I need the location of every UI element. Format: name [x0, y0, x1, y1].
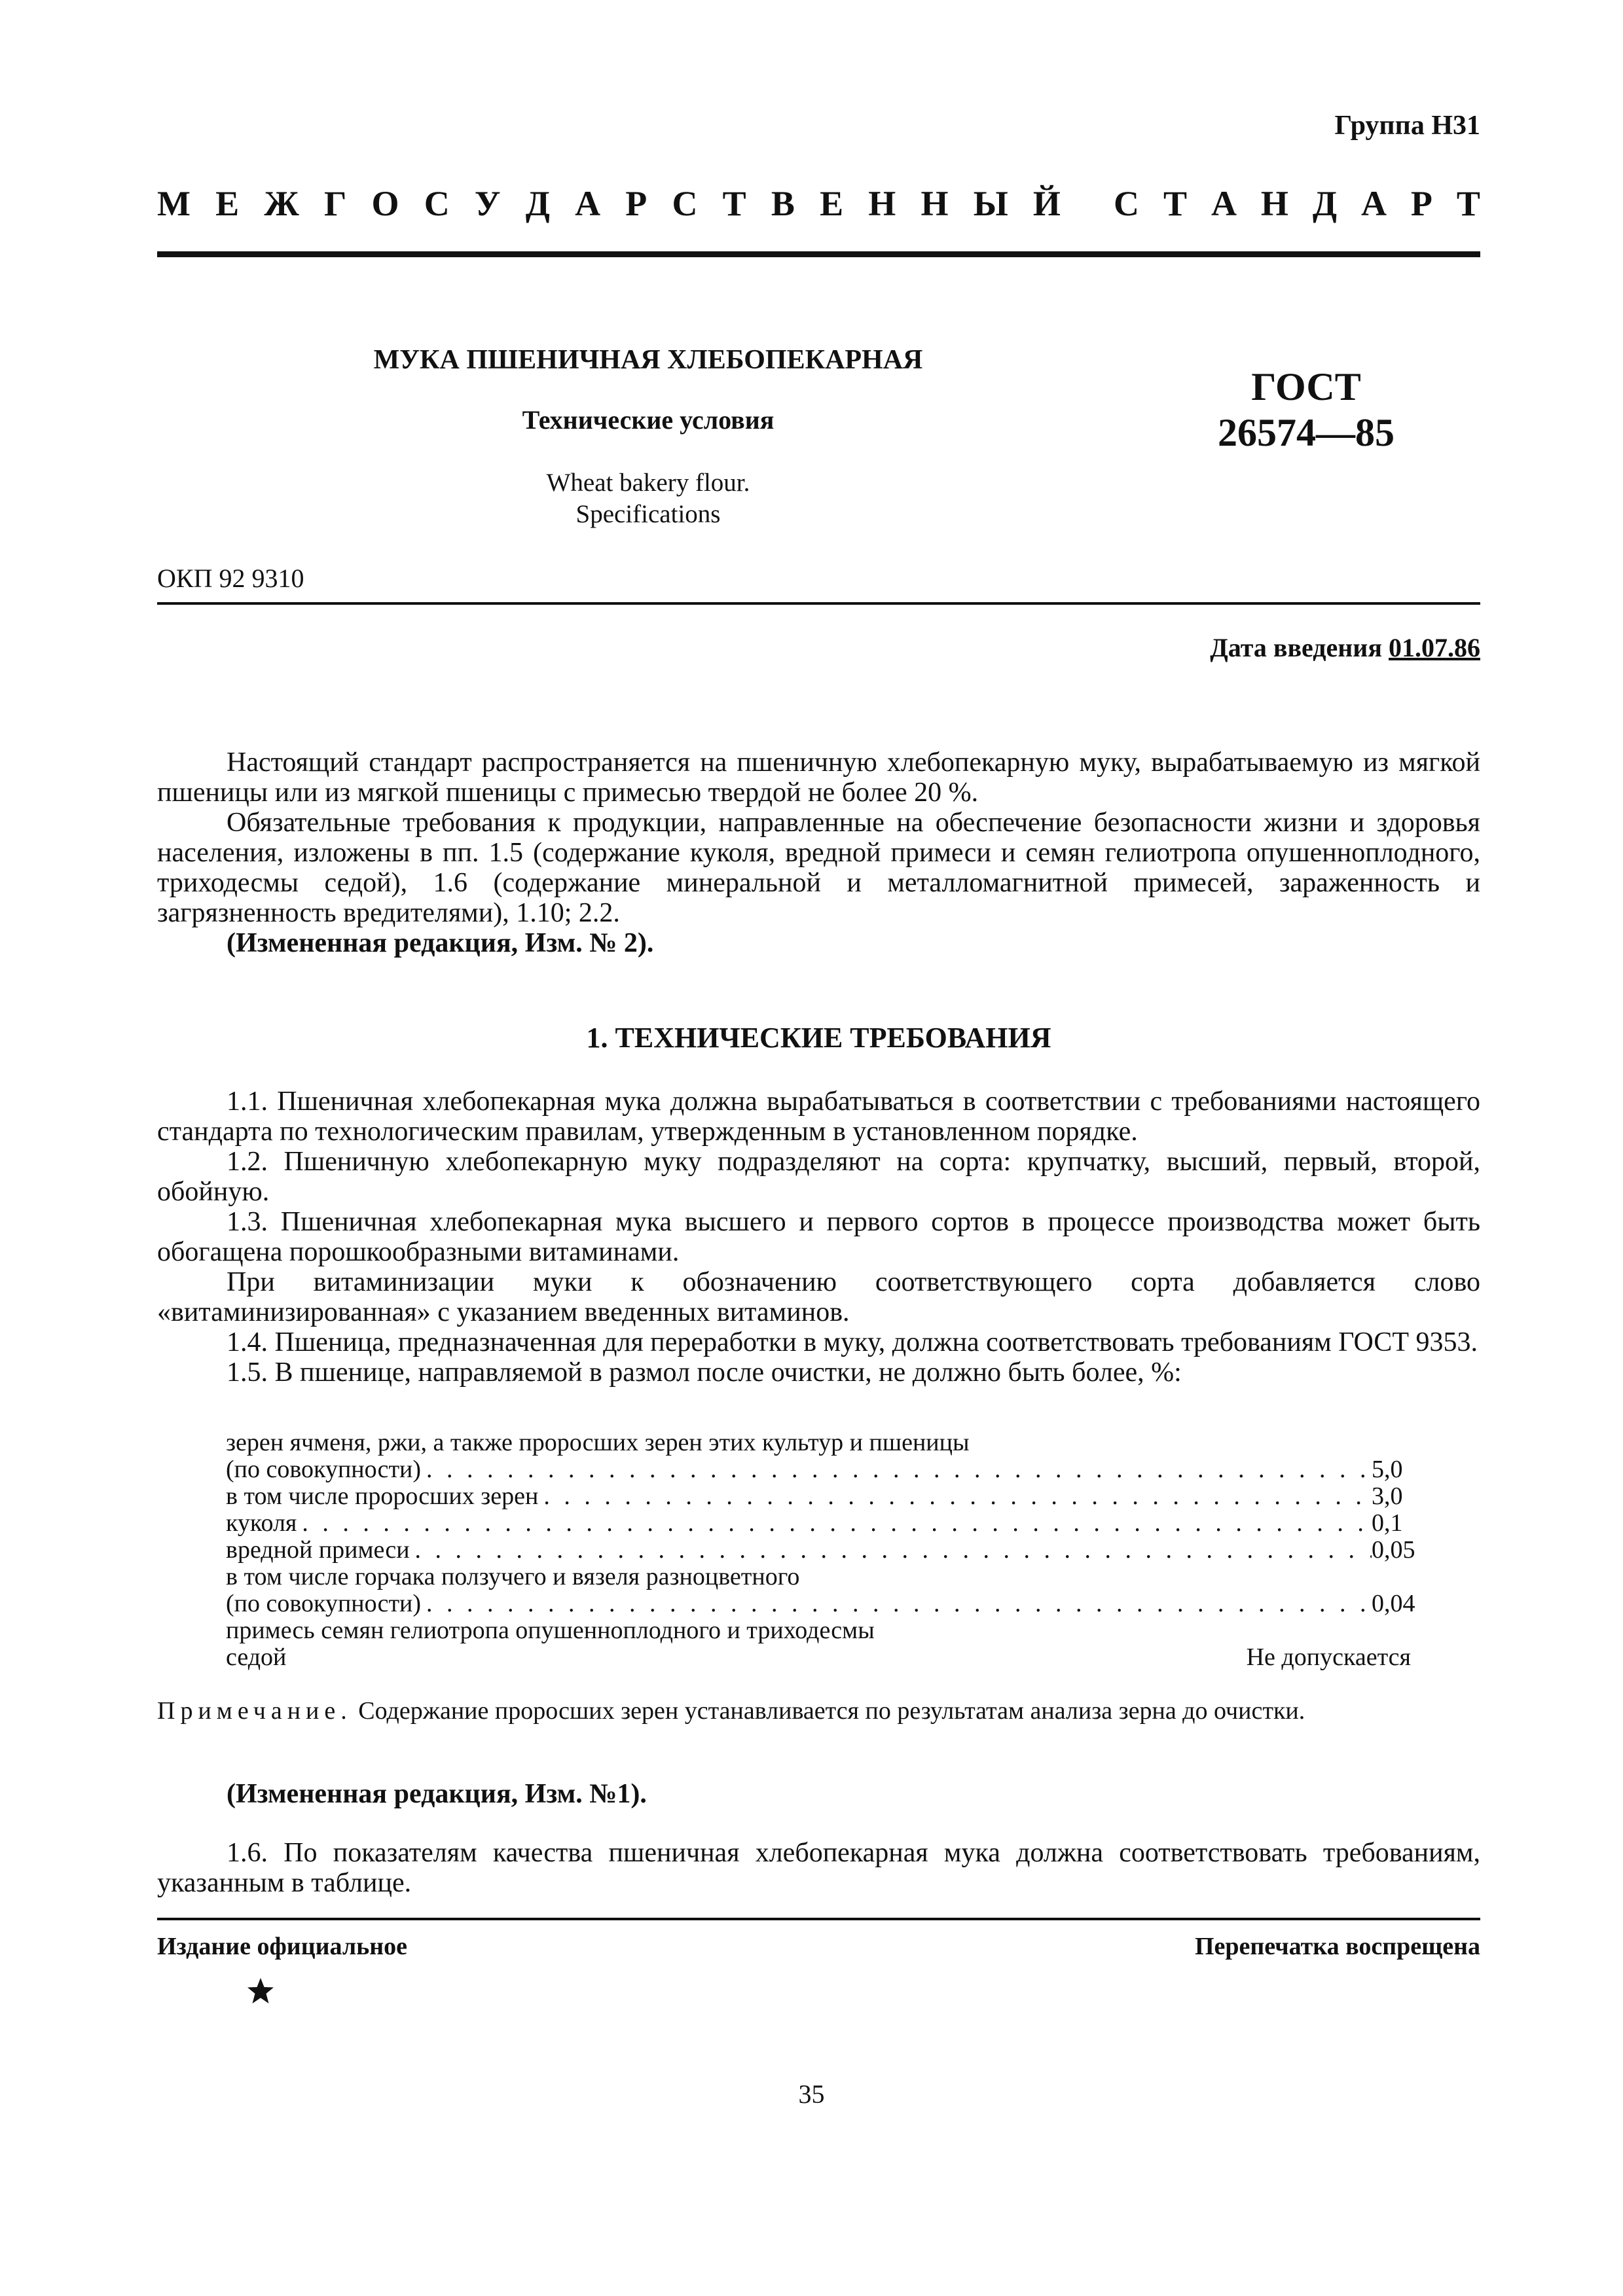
dot-leader: [421, 1456, 1372, 1483]
gost-designation: [1165, 364, 1447, 456]
amendment-note-1: (Измененная редакция, Изм. №1).: [227, 1779, 647, 1809]
list-item: куколя . . . 0,1: [226, 1510, 1444, 1537]
title-rule: [157, 602, 1480, 605]
dot-leader: [297, 1510, 1372, 1537]
heading-word-standard: С Т А Н Д А Р Т: [1114, 184, 1480, 223]
note-text: Содержание проросших зерен устанавливается по результатам анализа зерна до очистки.: [358, 1697, 1305, 1725]
document-title: МУКА ПШЕНИЧНАЯ ХЛЕБОПЕКАРНАЯ: [373, 345, 923, 375]
clause-1-4: 1.4. Пшеница, предназначенная для переработки в муку, должна соответствовать требованиям ГОСТ 9353.: [227, 1327, 1478, 1357]
section-1-body: [157, 1086, 1480, 1388]
page-number: 35: [798, 2079, 825, 2109]
clause-1-6: 1.6. По показателям качества пшеничная хлебопекарная мука должна соответствовать требованиям, указанным в таблице.: [157, 1838, 1480, 1898]
list-item: в том числе горчака ползучего и вязеля разноцветного: [226, 1563, 800, 1590]
list-item: вредной примеси . . . 0,05: [226, 1537, 1444, 1564]
clause-1-2: 1.2. Пшеничную хлебопекарную муку подразделяют на сорта: крупчатку, высший, первый, второй, обойную.: [157, 1147, 1480, 1207]
list-item: примесь семян гелиотропа опушенноплодного и триходесмы: [226, 1617, 875, 1644]
list-item: (по совокупности) . . . 0,04: [226, 1590, 1444, 1617]
official-edition-label: Издание официальное: [157, 1933, 408, 1960]
clause-1-3-vitamins: При витаминизации муки к обозначению соответствующего сорта добавляется слово «витаминизированная» с указанием введенных витаминов.: [157, 1267, 1480, 1327]
clause-1-3: 1.3. Пшеничная хлебопекарная мука высшего и первого сортов в процессе производства может быть обогащена порошкообразными витаминами.: [157, 1207, 1480, 1267]
okp-code: ОКП 92 9310: [157, 564, 304, 593]
footer-rule: [157, 1918, 1480, 1920]
dot-leader: [410, 1537, 1372, 1564]
clause-1-6-block: [157, 1838, 1480, 1898]
intro-paragraph-2: Обязательные требования к продукции, направленные на обеспечение безопасности жизни и здоровья населения, изложены в пп. 1.5 (содержание куколя, вредной примеси и семян гелиотропа опушенноплодного, триходесмы седой), 1.6 (содержание минеральной и металломагнитной примесей, зараженность и загрязненность вредителями), 1.10; 2.2.: [157, 808, 1480, 928]
intro-section: [157, 747, 1480, 958]
header-rule: [157, 251, 1480, 257]
heading-word-interstate: М Е Ж Г О С У Д А Р С Т В Е Н Н Ы Й: [157, 184, 1061, 223]
document-title-english: Wheat bakery flour. Specifications: [546, 469, 750, 528]
clause-1-1: 1.1. Пшеничная хлебопекарная мука должна вырабатываться в соответствии с требованиями настоящего стандарта по технологическим правилам, утвержденным в установленном порядке.: [157, 1086, 1480, 1147]
gost-number: 26574—85: [1218, 411, 1395, 454]
section-1-title: 1. ТЕХНИЧЕСКИЕ ТРЕБОВАНИЯ: [586, 1022, 1051, 1054]
document-subtitle: Технические условия: [522, 405, 775, 435]
dot-leader: [421, 1590, 1372, 1617]
interstate-standard-heading: [157, 183, 1480, 224]
list-item: в том числе проросших зерен . . . 3,0: [226, 1483, 1444, 1510]
list-item: (по совокупности) . . . 5,0: [226, 1456, 1444, 1483]
date-label: Дата введения: [1210, 633, 1382, 662]
list-item: седой Не допускается: [226, 1643, 1411, 1671]
amendment-note-1-block: [157, 1779, 1480, 1809]
list-item: зерен ячменя, ржи, а также проросших зерен этих культур и пшеницы: [226, 1429, 970, 1456]
dot-leader: [538, 1483, 1372, 1510]
group-code: Группа Н31: [1334, 111, 1480, 141]
star-icon: [246, 1977, 275, 2005]
introduction-date: [1210, 632, 1480, 663]
impurity-limits-list: [226, 1429, 1444, 1671]
note: [157, 1696, 1480, 1725]
clause-1-5: 1.5. В пшенице, направляемой в размол после очистки, не должно быть более, %:: [227, 1357, 1182, 1388]
intro-paragraph-1: Настоящий стандарт распространяется на пшеничную хлебопекарную муку, вырабатываемую из мягкой пшеницы или из мягкой пшеницы с примесью твердой не более 20 %.: [157, 747, 1480, 808]
date-value: 01.07.86: [1389, 633, 1480, 662]
note-label: Примечание.: [157, 1697, 352, 1725]
gost-label: ГОСТ: [1251, 365, 1361, 408]
reprint-prohibited-label: Перепечатка воспрещена: [1194, 1933, 1480, 1960]
amendment-note-2: (Измененная редакция, Изм. № 2).: [227, 928, 654, 958]
